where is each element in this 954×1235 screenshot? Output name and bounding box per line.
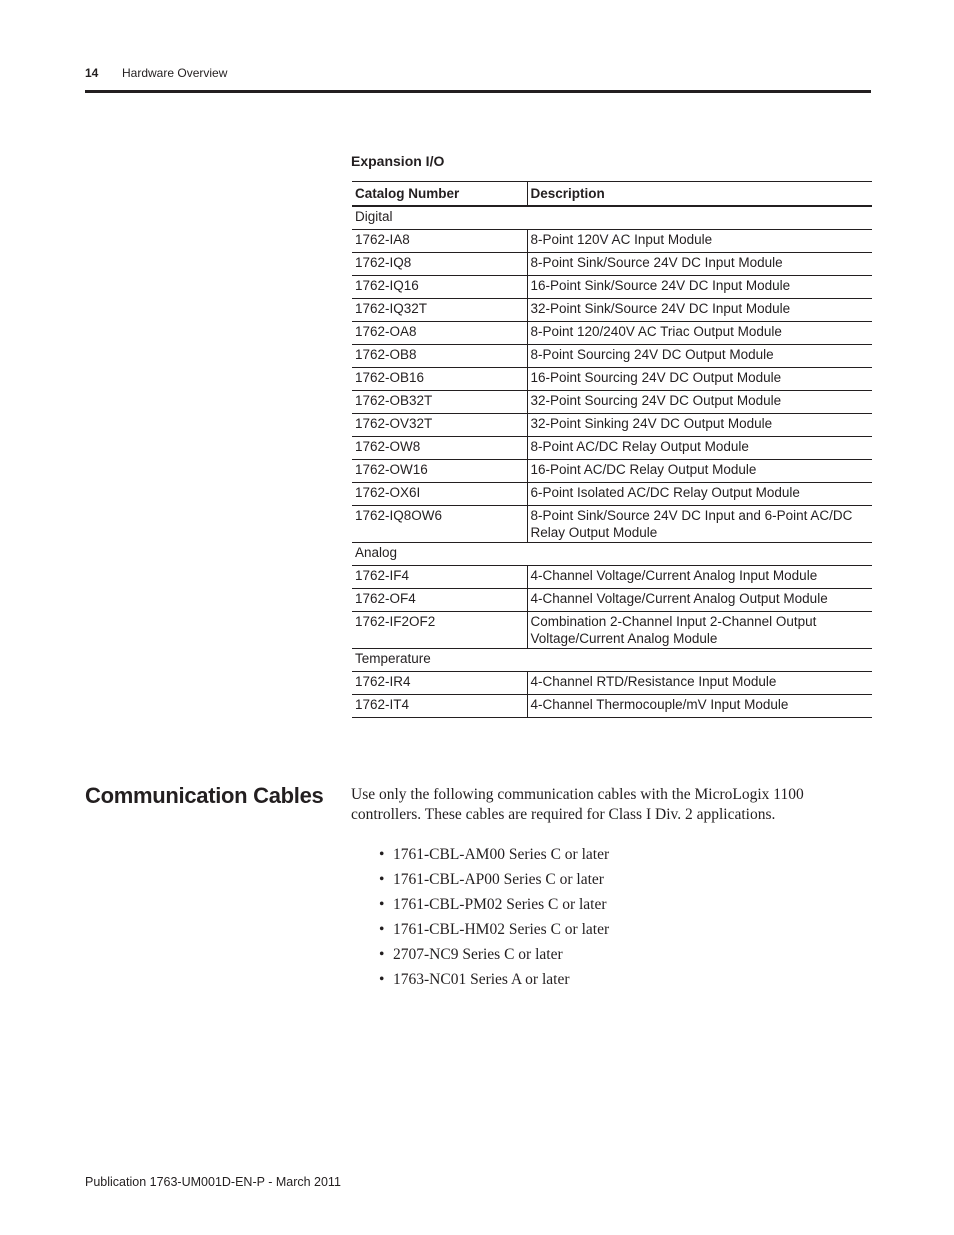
table-row <box>352 414 872 437</box>
description: 32-Point Sourcing 24V DC Output Module <box>527 391 872 414</box>
table-row <box>352 368 872 391</box>
table-row <box>352 483 872 506</box>
catalog-number: 1762-IQ8OW6 <box>352 506 527 543</box>
description: 16-Point Sink/Source 24V DC Input Module <box>527 276 872 299</box>
catalog-number: 1762-OB8 <box>352 345 527 368</box>
list-item <box>379 970 609 995</box>
table-row <box>352 253 872 276</box>
description: 4-Channel Voltage/Current Analog Input Module <box>527 566 872 589</box>
catalog-number: 1762-OX6I <box>352 483 527 506</box>
table-header-row <box>352 182 872 207</box>
list-item-text: 1761-CBL-HM02 Series C or later <box>393 921 610 938</box>
description: 8-Point AC/DC Relay Output Module <box>527 437 872 460</box>
table-group-row <box>352 206 872 230</box>
chapter-title: Hardware Overview <box>122 66 228 80</box>
list-item-text: 1761-CBL-AM00 Series C or later <box>393 846 610 863</box>
catalog-number: 1762-OB32T <box>352 391 527 414</box>
catalog-number: 1762-IA8 <box>352 230 527 253</box>
description: 32-Point Sink/Source 24V DC Input Module <box>527 299 872 322</box>
table-row <box>352 230 872 253</box>
description: 8-Point Sink/Source 24V DC Input and 6-Point AC/DC Relay Output Module <box>527 506 872 543</box>
list-item <box>379 920 609 945</box>
cable-list <box>379 845 609 995</box>
publication-footer: Publication 1763-UM001D-EN-P - March 2011 <box>85 1175 341 1189</box>
running-header <box>85 66 871 93</box>
table-group-row <box>352 543 872 566</box>
group-label: Analog <box>352 543 872 566</box>
catalog-number: 1762-OA8 <box>352 322 527 345</box>
section-heading: Communication Cables <box>85 783 324 808</box>
table-group-row <box>352 649 872 672</box>
table-row <box>352 589 872 612</box>
catalog-number: 1762-OW8 <box>352 437 527 460</box>
catalog-number: 1762-OF4 <box>352 589 527 612</box>
list-item-text: 1761-CBL-PM02 Series C or later <box>393 896 607 913</box>
description: 8-Point Sourcing 24V DC Output Module <box>527 345 872 368</box>
catalog-number: 1762-OB16 <box>352 368 527 391</box>
description: 16-Point AC/DC Relay Output Module <box>527 460 872 483</box>
list-item <box>379 870 609 895</box>
catalog-number: 1762-IQ8 <box>352 253 527 276</box>
table-row <box>352 345 872 368</box>
section-intro: Use only the following communication cables with the MicroLogix 1100 controllers. These cables are required for Class I Div. 2 applications. <box>351 786 804 823</box>
table-title: Expansion I/O <box>351 153 445 169</box>
table-row <box>352 566 872 589</box>
expansion-io-table <box>352 181 872 718</box>
column-header-description: Description <box>527 182 872 207</box>
catalog-number: 1762-IQ32T <box>352 299 527 322</box>
table-row <box>352 695 872 718</box>
table-row <box>352 391 872 414</box>
column-header-catalog-number: Catalog Number <box>352 182 527 207</box>
table-row <box>352 299 872 322</box>
bullet-icon: • <box>379 946 385 963</box>
catalog-number: 1762-OV32T <box>352 414 527 437</box>
description: 8-Point 120V AC Input Module <box>527 230 872 253</box>
description: 8-Point 120/240V AC Triac Output Module <box>527 322 872 345</box>
list-item-text: 1763-NC01 Series A or later <box>393 971 570 988</box>
catalog-number: 1762-IF2OF2 <box>352 612 527 649</box>
catalog-number: 1762-IF4 <box>352 566 527 589</box>
table-row <box>352 437 872 460</box>
description: 32-Point Sinking 24V DC Output Module <box>527 414 872 437</box>
list-item <box>379 945 609 970</box>
catalog-number: 1762-IT4 <box>352 695 527 718</box>
bullet-icon: • <box>379 921 385 938</box>
page-number: 14 <box>85 66 99 80</box>
catalog-number: 1762-OW16 <box>352 460 527 483</box>
bullet-icon: • <box>379 871 385 888</box>
catalog-number: 1762-IR4 <box>352 672 527 695</box>
description: 4-Channel Voltage/Current Analog Output Module <box>527 589 872 612</box>
list-item-text: 1761-CBL-AP00 Series C or later <box>393 871 604 888</box>
group-label: Temperature <box>352 649 872 672</box>
table-row <box>352 506 872 543</box>
list-item-text: 2707-NC9 Series C or later <box>393 946 563 963</box>
table-row <box>352 276 872 299</box>
description: 16-Point Sourcing 24V DC Output Module <box>527 368 872 391</box>
description: 6-Point Isolated AC/DC Relay Output Module <box>527 483 872 506</box>
table-row <box>352 322 872 345</box>
description: 8-Point Sink/Source 24V DC Input Module <box>527 253 872 276</box>
description: 4-Channel Thermocouple/mV Input Module <box>527 695 872 718</box>
description: 4-Channel RTD/Resistance Input Module <box>527 672 872 695</box>
bullet-icon: • <box>379 846 385 863</box>
bullet-icon: • <box>379 971 385 988</box>
catalog-number: 1762-IQ16 <box>352 276 527 299</box>
list-item <box>379 845 609 870</box>
description: Combination 2-Channel Input 2-Channel Output Voltage/Current Analog Module <box>527 612 872 649</box>
list-item <box>379 895 609 920</box>
bullet-icon: • <box>379 896 385 913</box>
table-row <box>352 612 872 649</box>
group-label: Digital <box>352 206 872 230</box>
table-row <box>352 672 872 695</box>
table-row <box>352 460 872 483</box>
